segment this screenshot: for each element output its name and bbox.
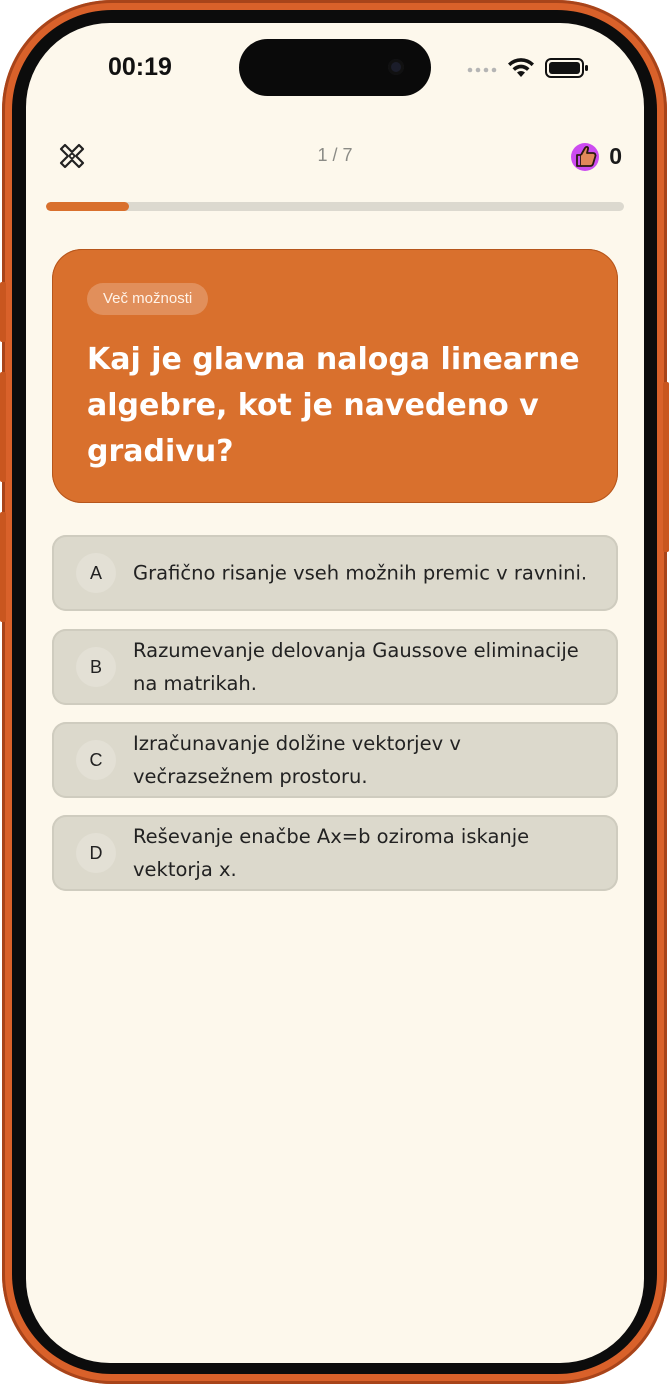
answer-text: Reševanje enačbe Ax=b oziroma iskanje vektorja x.	[133, 825, 530, 881]
answer-letter: C	[76, 740, 116, 780]
progress-fill	[46, 202, 129, 211]
cellular-signal-icon	[467, 63, 497, 73]
score-display	[569, 140, 622, 172]
answer-letter: B	[76, 647, 116, 687]
score-value: 0	[609, 142, 622, 169]
thumbs-up-badge-icon	[569, 140, 601, 172]
answer-option-d[interactable]	[52, 815, 618, 891]
side-button	[0, 282, 6, 342]
side-button	[663, 382, 669, 552]
answer-letter: A	[76, 553, 116, 593]
question-counter: 1 / 7	[317, 145, 353, 165]
side-button	[0, 512, 6, 622]
answer-text: Izračunavanje dolžine vektorjev v večrazsežnem prostoru.	[133, 732, 461, 788]
question-text: Kaj je glavna naloga linearne algebre, kot je navedeno v gradivu?	[87, 342, 580, 469]
answer-text: Razumevanje delovanja Gaussove eliminacije na matrikah.	[133, 639, 579, 695]
question-type-badge: Več možnosti	[87, 283, 208, 315]
side-button	[0, 372, 6, 482]
answer-option-b[interactable]	[52, 629, 618, 705]
answer-letter: D	[76, 833, 116, 873]
status-icons	[467, 57, 589, 79]
app-screen	[26, 23, 644, 1363]
battery-icon	[545, 57, 589, 79]
progress-bar	[46, 202, 624, 211]
camera-icon	[388, 59, 404, 75]
wifi-icon	[507, 57, 535, 79]
dynamic-island	[239, 39, 431, 96]
answer-option-c[interactable]	[52, 722, 618, 798]
status-time: 00:19	[108, 53, 172, 81]
answer-option-a[interactable]	[52, 535, 618, 611]
question-card	[52, 249, 618, 503]
answer-text: Grafično risanje vseh možnih premic v ravnini.	[133, 561, 588, 585]
